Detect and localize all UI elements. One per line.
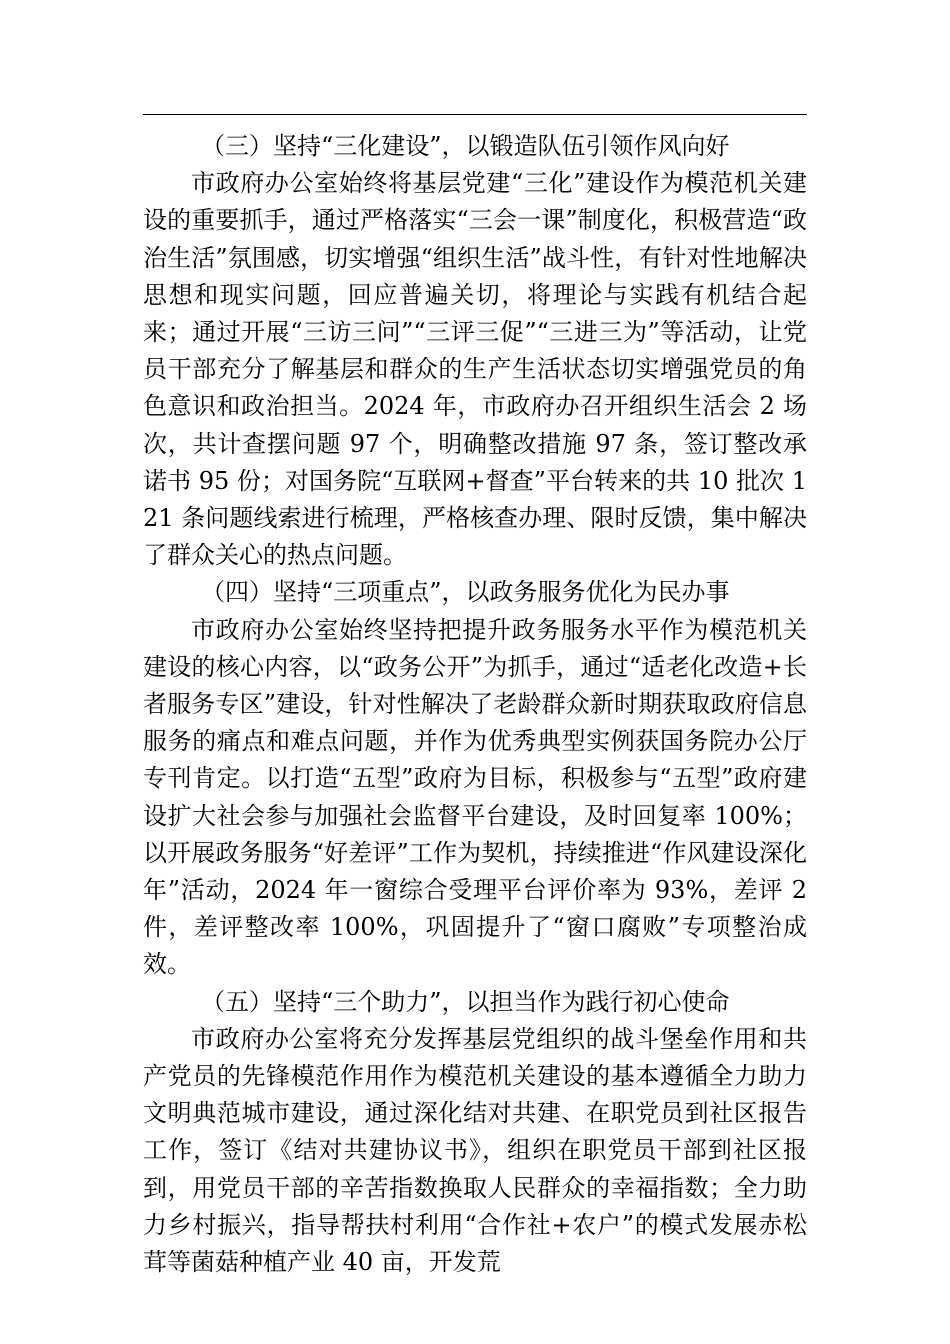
section-heading-5: （五）坚持“三个助力”，以担当作为践行初心使命 xyxy=(201,987,730,1016)
section-heading-4: （四）坚持“三项重点”，以政务服务优化为民办事 xyxy=(201,578,730,607)
section-heading-3: （三）坚持“三化建设”，以锻造队伍引领作风向好 xyxy=(201,132,730,160)
header-rule xyxy=(143,114,807,115)
document-body xyxy=(143,128,807,1281)
section-paragraph-3: 市政府办公室始终将基层党建“三化”建设作为模范机关建设的重要抓手，通过严格落实“三会一课”制度化，积极营造“政治生活”氛围感，切实增强“组织生活”战斗性，有针对性地解决思想和现实问题，回应普遍关切，将理论与实践有机结合起来；通过开展“三访三问”“三评三促”“三进三为”等活动，让党员干部充分了解基层和群众的生产生活状态切实增强党员的角色意识和政治担当。2024 年，市政府办召开组织生活会 2 场次，共计查摆问题 97 个，明确整改措施 97 条，签订整改承诺书 95 份；对国务院“互联网+督查”平台转来的共 10 批次 121 条问题线索进行梳理，严格核查办理、限时反馈，集中解决了群众关心的热点问题。 xyxy=(143,169,807,570)
section-paragraph-4: 市政府办公室始终坚持把提升政务服务水平作为模范机关建设的核心内容，以“政务公开”为抓手，通过“适老化改造+长者服务专区”建设，针对性解决了老龄群众新时期获取政府信息服务的痛点和难点问题，并作为优秀典型实例获国务院办公厅专刊肯定。以打造“五型”政府为目标，积极参与“五型”政府建设扩大社会参与加强社会监督平台建设，及时回复率 100%；以开展政务服务“好差评”工作为契机，持续推进“作风建设深化年”活动，2024 年一窗综合受理平台评价率为 93%，差评 2 件，差评整改率 100%，巩固提升了“窗口腐败”专项整治成效。 xyxy=(143,615,807,979)
section-paragraph-5: 市政府办公室将充分发挥基层党组织的战斗堡垒作用和共产党员的先锋模范作用作为模范机关建设的基本遵循全力助力文明典范城市建设，通过深化结对共建、在职党员到社区报告工作，签订《结对共建协议书》，组织在职党员干部到社区报到，用党员干部的辛苦指数换取人民群众的幸福指数；全力助力乡村振兴，指导帮扶村利用“合作社+农户”的模式发展赤松茸等菌菇种植产业 40 亩，开发荒 xyxy=(143,1024,807,1277)
